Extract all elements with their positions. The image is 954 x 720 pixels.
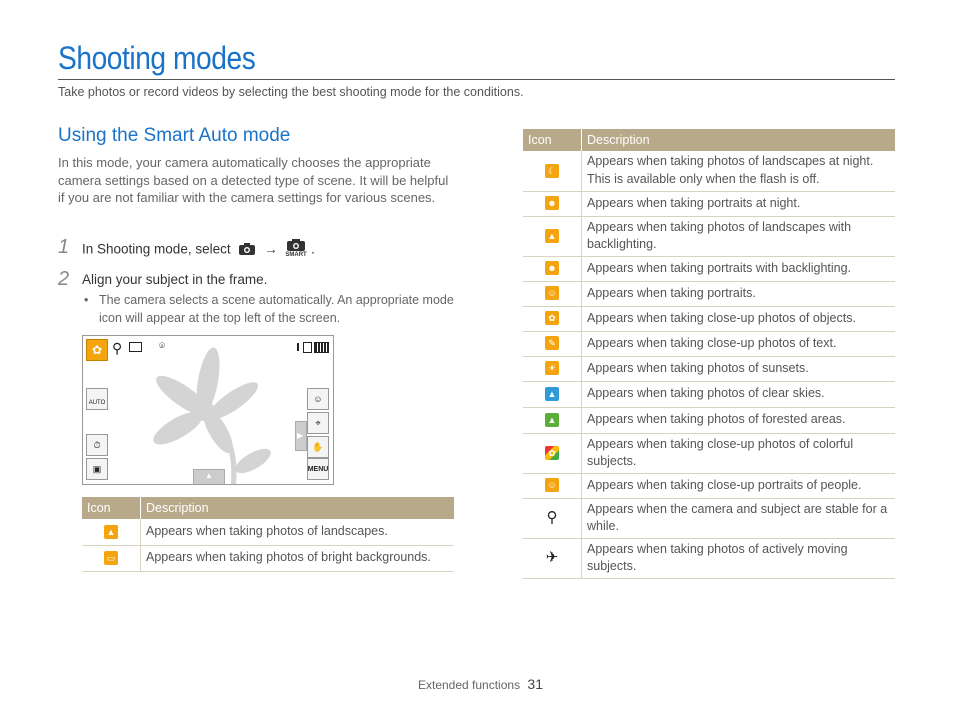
row-description: Appears when taking portraits. bbox=[582, 281, 896, 306]
smart-face-icon[interactable]: ☺ bbox=[307, 388, 329, 410]
table-header-icon: Icon bbox=[523, 129, 582, 151]
bullet-note bbox=[84, 291, 454, 327]
table-row bbox=[82, 519, 454, 545]
table-row bbox=[523, 216, 895, 256]
table-header-description: Description bbox=[141, 497, 455, 519]
timer-off-icon[interactable]: ⏱ bbox=[86, 434, 108, 456]
left-icon-table bbox=[82, 497, 454, 572]
bullet-text: The camera selects a scene automatically. An appropriate mode icon will appear at the top left of the screen. bbox=[99, 293, 454, 325]
table-row bbox=[523, 407, 895, 433]
row-description: Appears when taking portraits with backlighting. bbox=[582, 256, 896, 281]
flash-auto-label: AUTO bbox=[88, 400, 106, 406]
row-description: Appears when taking close-up photos of text. bbox=[582, 331, 896, 356]
step-end: . bbox=[311, 241, 315, 257]
flower-silhouette-icon bbox=[83, 336, 333, 484]
intro-paragraph: In this mode, your camera automatically chooses the appropriate camera settings based on a detected type of scene. It will be helpful if you are not familiar with the camera settings for various scenes. bbox=[58, 155, 449, 205]
battery-icon bbox=[314, 342, 329, 353]
table-row bbox=[523, 281, 895, 306]
macro-text-icon: ✎ bbox=[545, 336, 559, 350]
backlight-portrait-icon: ☻ bbox=[545, 261, 559, 275]
table-row bbox=[82, 545, 454, 571]
flash-auto-icon[interactable] bbox=[86, 388, 108, 410]
forest-icon: ▲ bbox=[545, 413, 559, 427]
image-size-icon bbox=[129, 342, 142, 352]
night-landscape-icon: ☾ bbox=[545, 164, 559, 178]
page-number: 31 bbox=[527, 676, 543, 692]
step-2: Align your subject in the frame. bbox=[82, 272, 268, 287]
card-icon bbox=[303, 342, 312, 353]
row-description: Appears when taking photos of forested areas. bbox=[582, 407, 896, 433]
smart-label: SMART bbox=[285, 252, 307, 258]
row-description: Appears when taking photos of actively moving subjects. bbox=[582, 538, 896, 578]
row-description: Appears when taking close-up photos of objects. bbox=[582, 306, 896, 331]
section-title: Using the Smart Auto mode bbox=[58, 125, 291, 146]
right-icon-table bbox=[523, 129, 895, 579]
macro-icon: ✿ bbox=[545, 311, 559, 325]
macro-portrait-icon: ☺ bbox=[545, 478, 559, 492]
menu-button[interactable]: MENU bbox=[307, 458, 329, 480]
step-1 bbox=[82, 240, 315, 260]
tripod-icon: ⚲ bbox=[546, 508, 558, 526]
focus-icon[interactable]: ⌖ bbox=[307, 412, 329, 434]
table-row bbox=[523, 331, 895, 356]
row-description: Appears when taking photos of landscapes. bbox=[141, 519, 455, 545]
table-row bbox=[523, 498, 895, 538]
timer-indicator-icon: ⌾ bbox=[159, 341, 165, 352]
row-description: Appears when taking portraits at night. bbox=[582, 191, 896, 216]
table-row bbox=[523, 473, 895, 498]
chevron-right-icon: ▶ bbox=[297, 431, 304, 440]
table-row bbox=[523, 191, 895, 216]
macro-color-icon: ✿ bbox=[545, 446, 559, 460]
portrait-icon: ☺ bbox=[545, 286, 559, 300]
row-description: Appears when taking photos of landscapes at night. This is available only when the flash is off. bbox=[582, 151, 896, 191]
row-description: Appears when taking photos of landscapes with backlighting. bbox=[582, 216, 896, 256]
row-description: Appears when taking photos of bright backgrounds. bbox=[141, 545, 455, 571]
table-row bbox=[523, 381, 895, 407]
step-number: 1 bbox=[58, 236, 70, 258]
step-number: 2 bbox=[58, 268, 70, 290]
landscape-icon: ▲ bbox=[104, 525, 118, 539]
table-row bbox=[523, 306, 895, 331]
tripod-indicator-icon: ⚲ bbox=[112, 340, 123, 356]
table-row bbox=[523, 356, 895, 381]
row-description: Appears when taking photos of clear skies. bbox=[582, 381, 896, 407]
arrow-icon: → bbox=[264, 241, 278, 257]
table-row bbox=[523, 151, 895, 191]
footer-label: Extended functions bbox=[418, 678, 521, 692]
table-header-icon: Icon bbox=[82, 497, 141, 519]
table-row bbox=[523, 538, 895, 578]
camera-mode-icon bbox=[238, 242, 256, 259]
side-panel-handle[interactable] bbox=[295, 421, 307, 451]
display-icon[interactable]: ▣ bbox=[86, 458, 108, 480]
clear-sky-icon: ▲ bbox=[545, 387, 559, 401]
step-text: In Shooting mode, select bbox=[82, 241, 231, 257]
camera-screen bbox=[82, 335, 334, 485]
night-portrait-icon: ☻ bbox=[545, 196, 559, 210]
row-description: Appears when the camera and subject are stable for a while. bbox=[582, 498, 896, 538]
sunset-icon: ☀ bbox=[545, 361, 559, 375]
bullet-dot: • bbox=[84, 293, 89, 307]
action-icon: ✈ bbox=[545, 548, 559, 566]
backlight-landscape-icon: ▲ bbox=[545, 229, 559, 243]
white-background-icon: ▭ bbox=[104, 551, 118, 565]
row-description: Appears when taking photos of sunsets. bbox=[582, 356, 896, 381]
bottom-panel-handle[interactable] bbox=[193, 469, 225, 484]
title-divider bbox=[58, 79, 895, 80]
stabilizer-icon[interactable]: ✋ bbox=[307, 436, 329, 458]
table-row bbox=[523, 433, 895, 473]
row-description: Appears when taking close-up photos of colorful subjects. bbox=[582, 433, 896, 473]
table-header-description: Description bbox=[582, 129, 896, 151]
memory-indicator-icon bbox=[297, 343, 299, 351]
table-row bbox=[523, 256, 895, 281]
smart-mode-icon bbox=[285, 240, 307, 260]
chevron-up-icon: ▲ bbox=[205, 471, 213, 480]
page-footer bbox=[418, 676, 543, 692]
page-title: Shooting modes bbox=[58, 40, 256, 76]
row-description: Appears when taking close-up portraits of people. bbox=[582, 473, 896, 498]
macro-mode-indicator-icon: ✿ bbox=[86, 339, 108, 361]
page-subtitle: Take photos or record videos by selecting the best shooting mode for the conditions. bbox=[58, 85, 524, 99]
